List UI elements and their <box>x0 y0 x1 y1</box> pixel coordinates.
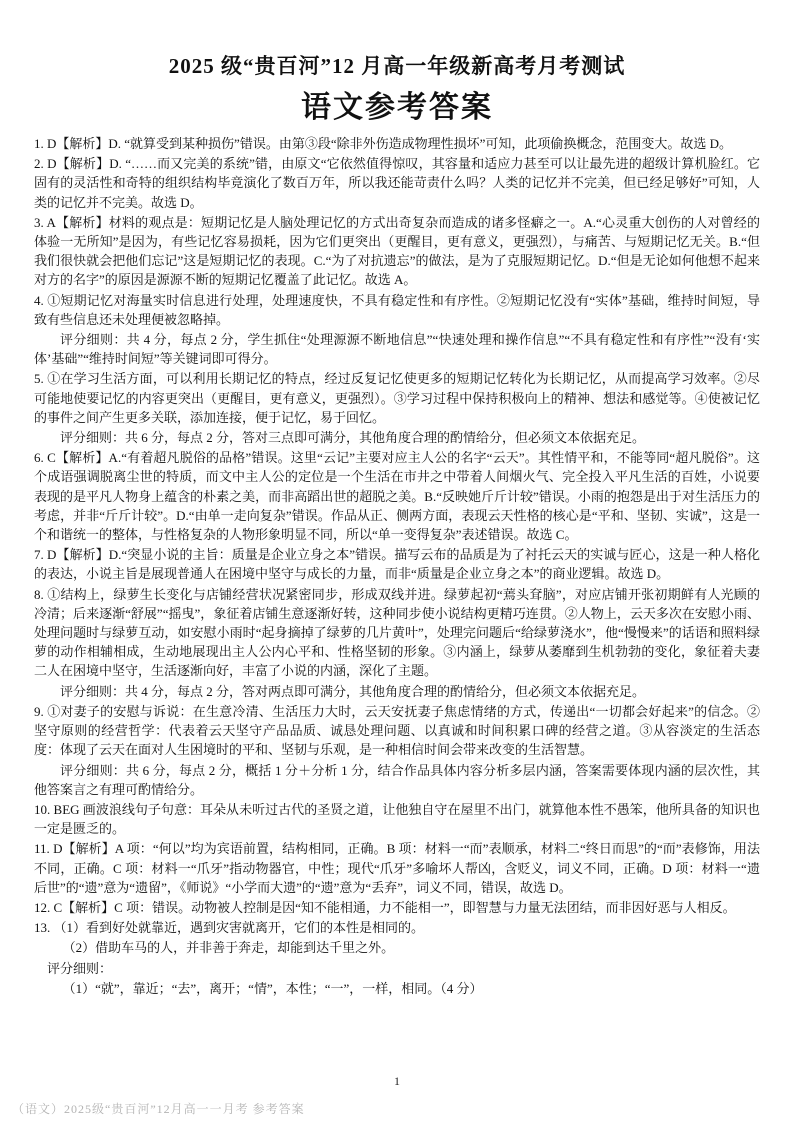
answer-item-1: 1. D【解析】D. “就算受到某种损伤”错误。由第③段“除非外伤造成物理性损坏”可知，此项偷换概念，范围变大。故选 D。 <box>34 136 732 151</box>
exam-title: 2025 级“贵百河”12 月高一年级新高考月考测试 <box>168 54 626 78</box>
answer-item-7: 7. D【解析】D.“突显小说的主旨：质量是企业立身之本”错误。描写云布的品质是为了衬托云天的实诚与匠心，这是一种人格化的表达，小说主旨是展现普通人在困境中坚守与成长的力量，而非“质量是企业立身之本”的商业逻辑。故选 D。 <box>34 547 760 582</box>
answer-item-8: 8. ①结构上，绿萝生长变化与店铺经营状况紧密同步，形成双线并进。绿萝起初“蔫头耷脑”，对应店铺开张初期鲜有人光顾的冷清；后来逐渐“舒展”“摇曳”，象征着店铺生意逐渐好转，这种同步使小说结构更精巧连贯。②人物上，云天多次在安慰小雨、处理问题时与绿萝互动，如安慰小雨时“起身摘掉了绿萝的几片黄叶”，处理完问题后“给绿萝浇水”，他“慢慢来”的话语和照料绿萝的动作相辅相成，生动地展现出主人公内心平和、性格坚韧的形象。③内涵上，绿萝从萎靡到生机勃勃的变化，象征着夫妻二人在困境中坚守，生活逐渐向好，丰富了小说的内涵，深化了主题。 <box>34 586 760 679</box>
page-number: 1 <box>394 1074 400 1088</box>
answer-item-11: 11. D【解析】A 项：“何以”均为宾语前置，结构相同，正确。B 项：材料一“而”表顺承，材料二“终日而思”的“而”表修饰，用法不同，正确。C 项：材料一“爪牙”指动物器官，中性；现代“爪牙”多喻坏人帮凶，含贬义，词义不同，正确。D 项：材料一“遗后世”的“遗”意为“遗留”，《师说》“小学而大遗”的“遗”意为“丢弃”，词义不同，错误，故选 D。 <box>34 841 760 895</box>
answer-item-13-part-2: （2）借助车马的人，并非善于奔走，却能到达千里之外。 <box>62 940 395 956</box>
answer-rubric-13-label: 评分细则： <box>47 960 113 976</box>
answer-sheet-title: 语文参考答案 <box>301 91 493 124</box>
answer-item-13-part-1: 13. （1）看到好处就靠近，遇到灾害就离开，它们的本性是相同的。 <box>34 920 425 936</box>
answer-rubric-5: 评分细则：共 6 分，每点 2 分，答对三点即可满分，其他角度合理的酌情给分，但必须文本依据充足。 <box>60 430 646 446</box>
answer-item-6: 6. C【解析】A.“有着超凡脱俗的品格”错误。这里“云记”主要对应主人公的名字“云天”。其性情平和，不能等同“超凡脱俗”。这个成语强调脱离尘世的特质，而文中主人公的定位是一个生活在市井之中带着人间烟火气、完全投入平凡生活的百姓，小说要表现的是平凡人物身上蕴含的朴素之美，而非高蹈出世的超脱之美。B.“反映她斤斤计较”错误。小雨的抱怨是出于对生活压力的考虑，并非“斤斤计较”。D.“由单一走向复杂”错误。作品从正、侧两方面，表现云天性格的核心是“平和、坚韧、实诚”，这是一个和谐统一的整体，与性格复杂的人物形象明显不同，所以“单一变得复杂”表述错误。故选 C。 <box>34 450 760 543</box>
answer-rubric-13-line-1: （1）“就”，靠近；“去”，离开；“情”，本性；“一”，一样，相同。（4 分） <box>62 980 483 996</box>
answer-item-5: 5. ①在学习生活方面，可以利用长期记忆的特点，经过反复记忆使更多的短期记忆转化为长期记忆，从而提高学习效率。②尽可能地使要记忆的内容更突出（更醒目，更有意义，更强烈）。③学习过程中保持积极向上的精神、想法和感觉等。④使被记忆的事件之间产生更多关联，添加连接，便于记忆，易于回忆。 <box>34 371 760 425</box>
answer-item-9: 9. ①对妻子的安慰与诉说：在生意冷清、生活压力大时，云天安抚妻子焦虑情绪的方式，传递出“一切都会好起来”的信念。②坚守原则的经营哲学：代表着云天坚守产品品质、诚恳处理问题、以真诚和时间积累口碑的经营之道。③从容淡定的生活态度：体现了云天在面对人生困境时的平和、坚韧与乐观，是一种相信时间会带来改变的生活智慧。 <box>34 703 760 758</box>
answer-item-3: 3. A【解析】材料的观点是：短期记忆是人脑处理记忆的方式出奇复杂而造成的诸多怪癖之一。A.“心灵重大创伤的人对曾经的体验一无所知”是因为，有些记忆容易损耗，因为它们更突出（更醒目，更有意义，更强烈），与痛苦、与短期记忆无关。B.“但我们很快就会把他们忘记”这是短期记忆的表现。C.“为了对抗遗忘”的做法，是为了克服短期记忆。D.“但是无论如何他想不起来对方的名字”的原因是源源不断的短期记忆覆盖了此记忆。故选 A。 <box>34 214 760 288</box>
answer-item-12: 12. C【解析】C 项：错误。动物被人控制是因“知不能相通，力不能相一”，即智慧与力量无法团结，而非因好恶与人相反。 <box>34 899 736 915</box>
answer-item-4: 4. ①短期记忆对海量实时信息进行处理，处理速度快，不具有稳定性和有序性。②短期记忆没有“实体”基础，维持时间短，导致有些信息还未处理便被忽略掉。 <box>34 292 760 327</box>
answer-rubric-4: 评分细则：共 4 分，每点 2 分，学生抓住“处理源源不断地信息”“快速处理和操作信息”“不具有稳定性和有序性”“没有‘实体’基础”“维持时间短”等关键词即可得分。 <box>34 332 760 367</box>
answer-item-10: 10. BEG 画波浪线句子句意：耳朵从未听过古代的圣贤之道，让他独自守在屋里不出门，就算他本性不愚笨，他所具备的知识也一定是匮乏的。 <box>34 801 760 837</box>
answer-rubric-8: 评分细则：共 4 分，每点 2 分，答对两点即可满分，其他角度合理的酌情给分，但必须文本依据充足。 <box>60 683 646 699</box>
answer-rubric-9: 评分细则：共 6 分，每点 2 分，概括 1 分＋分析 1 分，结合作品具体内容分析多层内涵，答案需要体现内涵的层次性，其他答案言之有理可酌情给分。 <box>34 762 760 797</box>
footer-note: （语文）2025级“贵百河”12月高一一月考 参考答案 <box>12 1102 305 1116</box>
answer-item-2: 2. D【解析】D. “……而又完美的系统”错，由原文“它依然值得惊叹，其容量和适应力甚至可以让最先进的超级计算机脸红。它固有的灵活性和奇特的组织结构毕竟演化了数百万年，所以我还能苛责什么吗？人类的记忆并不完美，但已经足够好”可知，人类的记忆并不完美。故选 D。 <box>34 156 760 210</box>
